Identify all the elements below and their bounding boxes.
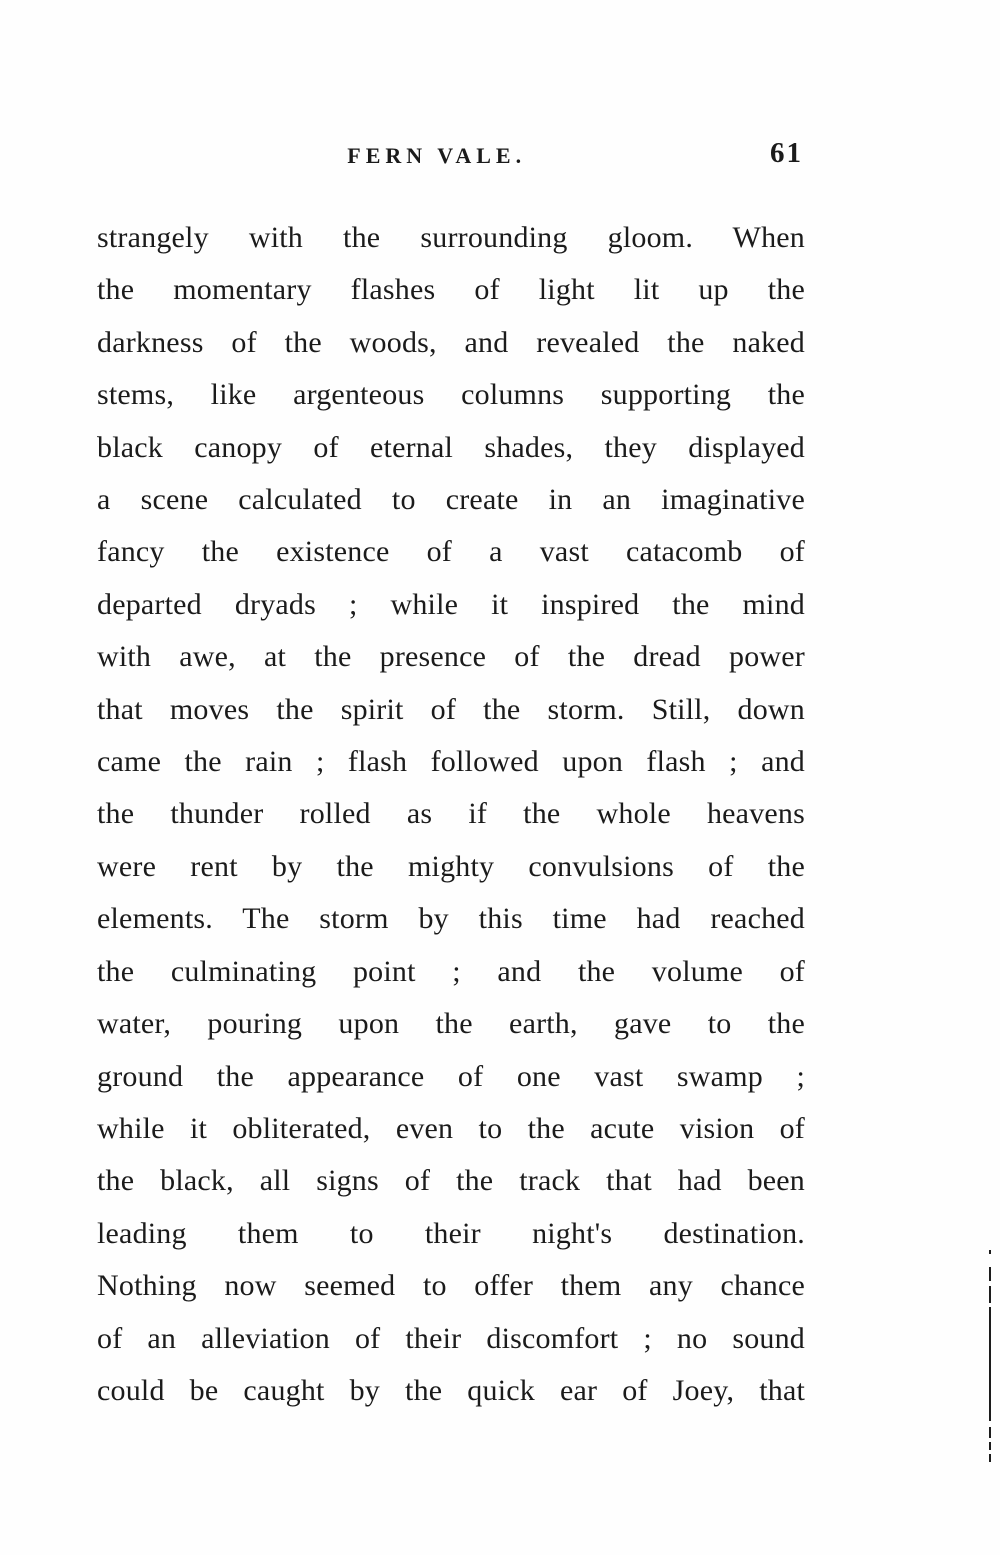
text-line: fancy the existence of a vast catacomb of — [97, 535, 805, 569]
text-line: while it obliterated, even to the acute vision of — [97, 1111, 805, 1145]
text-line: elements. The storm by this time had reached — [97, 902, 805, 936]
text-line: the momentary flashes of light lit up the — [97, 273, 805, 307]
text-line: departed dryads ; while it inspired the mind — [97, 587, 805, 621]
page-body-text — [97, 212, 805, 1417]
text-line: Nothing now seemed to offer them any chance — [97, 1269, 805, 1303]
text-line: the black, all signs of the track that had been — [97, 1164, 805, 1198]
text-line: leading them to their night's destination. — [97, 1216, 805, 1250]
text-line: black canopy of eternal shades, they displayed — [97, 430, 805, 464]
text-line: darkness of the woods, and revealed the naked — [97, 325, 805, 359]
text-line: strangely with the surrounding gloom. When — [97, 221, 805, 254]
running-head — [97, 137, 805, 177]
right-margin-rule — [989, 1250, 991, 1462]
text-line: could be caught by the quick ear of Joey, that — [97, 1373, 805, 1407]
text-line: that moves the spirit of the storm. Still, down — [97, 692, 805, 726]
text-line: water, pouring upon the earth, gave to the — [97, 1007, 805, 1041]
text-line: were rent by the mighty convulsions of the — [97, 849, 805, 883]
text-line: with awe, at the presence of the dread power — [97, 640, 805, 674]
running-head-title: FERN VALE. — [347, 143, 527, 168]
page-number: 61 — [770, 137, 803, 169]
text-line: the culminating point ; and the volume of — [97, 954, 805, 988]
text-line: stems, like argenteous columns supporting the — [97, 378, 805, 412]
text-line: ground the appearance of one vast swamp ; — [97, 1059, 805, 1093]
text-line: came the rain ; flash followed upon flash ; and — [97, 745, 805, 779]
text-line: of an alleviation of their discomfort ; no sound — [97, 1321, 805, 1355]
text-line: a scene calculated to create in an imaginative — [97, 483, 805, 517]
text-line: the thunder rolled as if the whole heavens — [97, 797, 805, 831]
